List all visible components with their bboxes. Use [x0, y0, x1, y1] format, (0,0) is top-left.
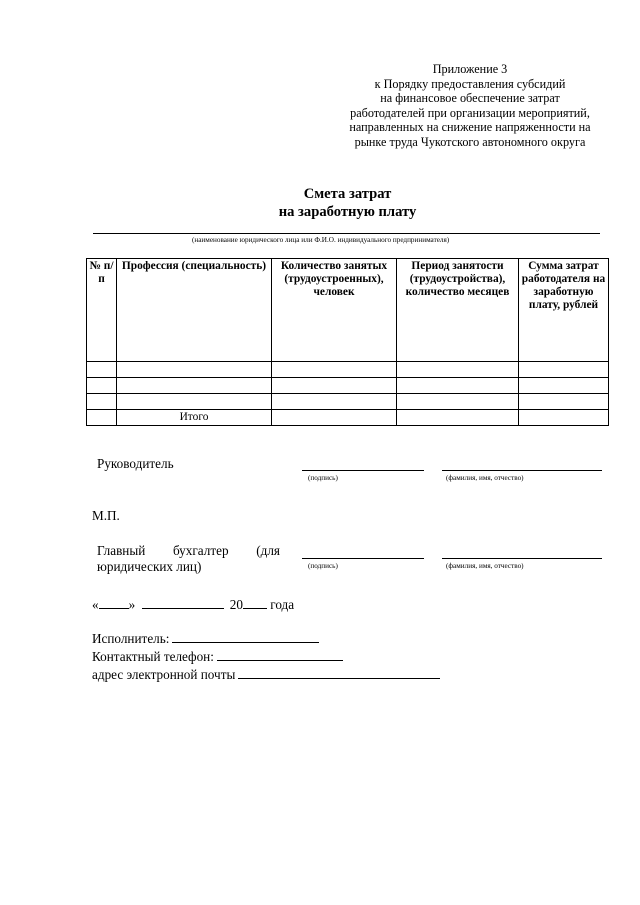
accountant-fullname-line[interactable]: [442, 558, 602, 559]
appendix-header: [330, 62, 610, 150]
head-fullname-line[interactable]: [442, 470, 602, 471]
executor-line: [92, 630, 319, 647]
head-label: Руководитель: [97, 456, 174, 471]
date-month-blank[interactable]: [142, 596, 224, 609]
document-subtitle: на заработную плату: [278, 204, 417, 220]
table-cell[interactable]: [87, 410, 117, 426]
date-year-suffix: года: [270, 597, 295, 612]
header-profession: Профессия (специальность): [117, 259, 272, 362]
phone-label: Контактный телефон:: [92, 649, 214, 664]
table-cell[interactable]: [519, 394, 609, 410]
date-year-blank[interactable]: [243, 596, 267, 609]
fullname-caption: (фамилия, имя, отчество): [446, 474, 524, 482]
table-cell[interactable]: [117, 378, 272, 394]
date-day-blank[interactable]: [99, 596, 129, 609]
email-line: [92, 666, 440, 683]
appendix-line: работодателей при организации мероприятий,: [350, 105, 590, 120]
executor-label: Исполнитель:: [92, 631, 170, 646]
document-title: Смета затрат: [303, 186, 392, 202]
phone-line: [92, 648, 343, 665]
table-cell[interactable]: [272, 394, 397, 410]
date-close-quote: »: [128, 597, 136, 612]
date-year-prefix: 20: [229, 597, 243, 612]
table-cell[interactable]: [397, 362, 519, 378]
table-row: [87, 378, 609, 394]
appendix-line: Приложение 3: [432, 62, 508, 76]
email-label: адрес электронной почты: [92, 667, 236, 682]
head-signature-line[interactable]: [302, 470, 424, 471]
table-header-row: [87, 259, 609, 362]
organization-name-line: [93, 233, 600, 234]
header-number: № п/п: [87, 259, 117, 362]
signature-caption: (подпись): [308, 562, 338, 570]
table-cell[interactable]: [519, 378, 609, 394]
accountant-word: бухгалтер: [172, 543, 229, 558]
appendix-line: на финансовое обеспечение затрат: [380, 91, 560, 106]
accountant-signature-line[interactable]: [302, 558, 424, 559]
appendix-line: направленных на снижение напряженности на: [349, 120, 591, 135]
table-cell[interactable]: [272, 378, 397, 394]
email-blank[interactable]: [238, 666, 440, 679]
header-wage-cost: Сумма затрат работодателя на заработную плату, рублей: [519, 259, 609, 362]
fullname-caption: (фамилия, имя, отчество): [446, 562, 524, 570]
table-cell[interactable]: [117, 362, 272, 378]
date-line: [92, 596, 294, 613]
table-cell[interactable]: [519, 362, 609, 378]
header-employment-period: Период занятости (трудоустройства), количество месяцев: [397, 259, 519, 362]
appendix-line: рынке труда Чукотского автономного округа: [354, 134, 586, 149]
signature-caption: (подпись): [308, 474, 338, 482]
header-employee-count: Количество занятых (трудоустроенных), человек: [272, 259, 397, 362]
appendix-line: к Порядку предоставления субсидий: [374, 76, 566, 91]
table-cell[interactable]: [87, 394, 117, 410]
table-row: [87, 362, 609, 378]
table-row: [87, 394, 609, 410]
table-cell[interactable]: [117, 394, 272, 410]
date-open-quote: «: [92, 597, 99, 612]
table-cell[interactable]: [87, 362, 117, 378]
total-label: Итого: [117, 410, 272, 426]
table-cell[interactable]: [272, 362, 397, 378]
table-cell[interactable]: [397, 378, 519, 394]
accountant-label-line2: юридических лиц): [97, 559, 202, 574]
accountant-word: Главный: [97, 543, 146, 558]
accountant-label: [97, 543, 280, 575]
table-cell[interactable]: [397, 410, 519, 426]
seal-label: М.П.: [92, 508, 120, 523]
table-total-row: [87, 410, 609, 426]
table-cell[interactable]: [519, 410, 609, 426]
budget-table: [86, 258, 609, 426]
executor-blank[interactable]: [172, 630, 319, 643]
table-cell[interactable]: [272, 410, 397, 426]
organization-name-caption: (наименование юридического лица или Ф.И.О. индивидуального предпринимателя): [192, 236, 450, 244]
accountant-word: (для: [256, 543, 280, 558]
table-cell[interactable]: [397, 394, 519, 410]
phone-blank[interactable]: [217, 648, 343, 661]
table-cell[interactable]: [87, 378, 117, 394]
